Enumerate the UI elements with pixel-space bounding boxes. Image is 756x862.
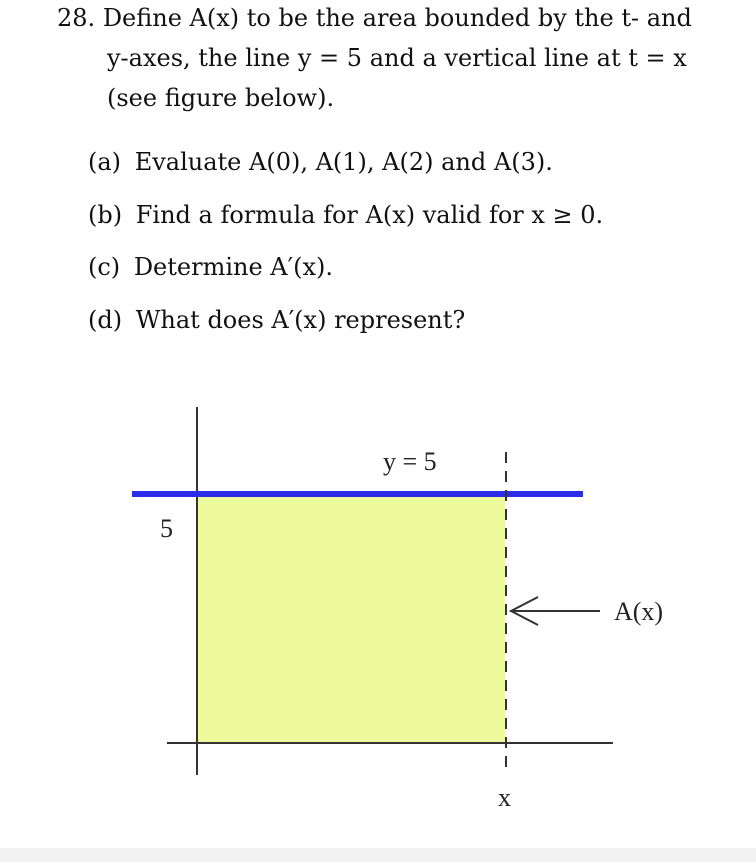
problem-number: 28. — [57, 4, 96, 32]
page-bottom-band — [0, 848, 756, 862]
area-region — [198, 497, 505, 743]
part-label: (c) — [88, 253, 121, 281]
problem-line-3: (see figure below). — [107, 84, 335, 112]
problem-line-2: y-axes, the line y = 5 and a vertical line at t = x — [107, 44, 687, 72]
arrow-icon — [511, 597, 600, 625]
part-label: (a) — [88, 148, 122, 176]
part-label: (d) — [88, 306, 123, 334]
x-label: x — [498, 783, 511, 812]
area-label: A(x) — [614, 597, 664, 626]
line-label: y = 5 — [383, 447, 437, 476]
part-text: Determine A′(x). — [133, 253, 333, 281]
part-text: Find a formula for A(x) valid for x ≥ 0. — [135, 201, 604, 229]
part-label: (b) — [88, 201, 123, 229]
y-tick-label: 5 — [160, 514, 173, 543]
problem-text-1: Define A(x) to be the area bounded by the t- and — [102, 4, 692, 32]
part-text: Evaluate A(0), A(1), A(2) and A(3). — [134, 148, 553, 176]
part-text: What does A′(x) represent? — [135, 306, 466, 334]
